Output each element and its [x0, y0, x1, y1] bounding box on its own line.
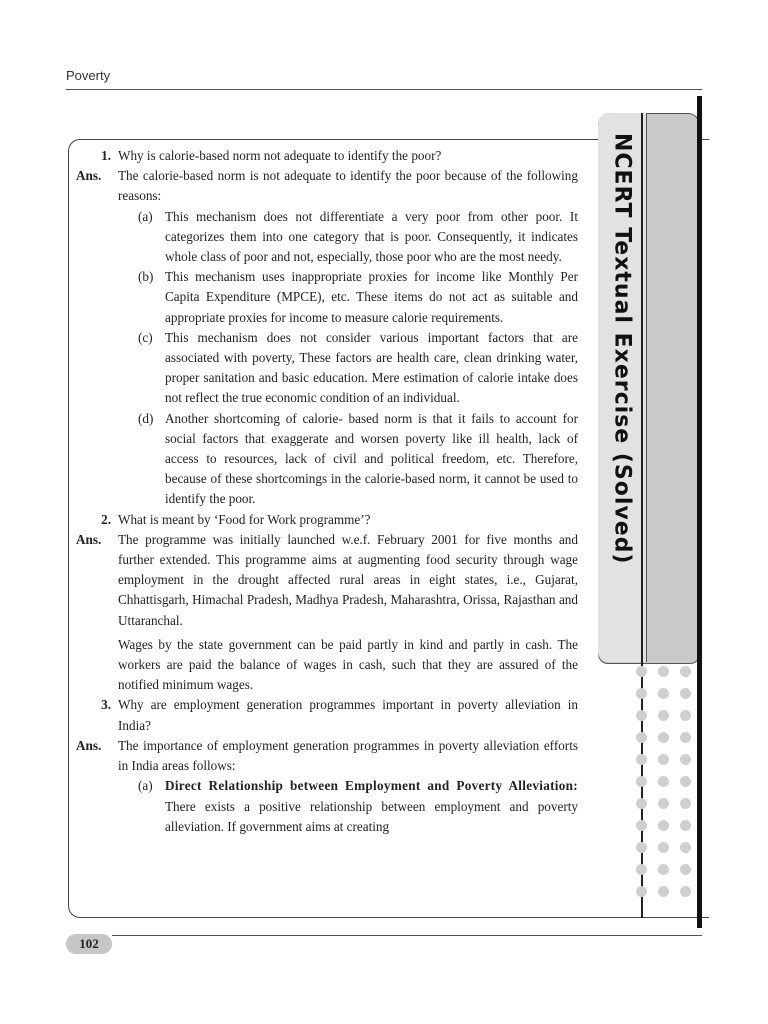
question-number: 2.: [101, 511, 111, 527]
question-3: [76, 695, 578, 735]
answer-label: Ans.: [76, 168, 102, 184]
edge-bar: [697, 96, 702, 928]
point-text: This mechanism does not differentiate a very poor from other poor. It categorizes them into one category that is poor. Consequently, it indicates whole class of poor and not, especially, those poor who are the most needy.: [165, 208, 578, 265]
point-label: (a): [138, 778, 153, 794]
page-number: 102: [66, 934, 112, 954]
answer-point: [138, 776, 578, 837]
question-1: [76, 146, 578, 166]
answer-2: [76, 530, 578, 631]
answer-text: The programme was initially launched w.e.f. February 2001 for five months and further extended. This programme aims at augmenting food security through wage employment in the drought affected rural areas in eight states, i.e., Gujarat, Chhattisgarh, Himachal Pradesh, Madhya Pradesh, Maharashtra, Orissa, Rajasthan and Uttaranchal.: [118, 531, 578, 628]
running-title: Poverty: [66, 68, 111, 83]
answer-point: [138, 267, 578, 328]
question-text: Why are employment generation programmes important in poverty alleviation in India?: [118, 697, 578, 733]
point-text: This mechanism uses inappropriate proxies for income like Monthly Per Capita Expenditure (MPCE), etc. These items do not act as suitable and appropriate proxies for income to measure calorie requirements.: [165, 269, 578, 325]
point-text: This mechanism does not consider various important factors that are associated with poverty, These factors are health care, clean drinking water, proper sanitation and basic education. Mere estimation of calorie intake does not reflect the true economic condition of an individual.: [165, 329, 578, 406]
point-text: [165, 776, 578, 837]
answer-point: [138, 409, 578, 510]
exercise-content: [76, 146, 578, 837]
answer-point: [138, 328, 578, 409]
point-heading: Direct Relationship between Employment and Poverty Alleviation:: [165, 778, 578, 794]
answer-text: The calorie-based norm is not adequate to identify the poor because of the following reasons:: [118, 168, 578, 204]
point-label: (d): [138, 410, 154, 426]
header-rule: [66, 89, 702, 90]
decorative-dots: [636, 666, 696, 906]
answer-1: [76, 166, 578, 206]
footer-rule: [112, 935, 702, 936]
question-text: Why is calorie-based norm not adequate to identify the poor?: [118, 148, 442, 163]
question-text: What is meant by ‘Food for Work programme’?: [118, 511, 371, 527]
point-text: Another shortcoming of calorie- based norm is that it fails to account for social factors that exaggerate and worsen poverty like ill health, lack of access to resources, lack of civil and political freedom, etc. Therefore, because of these shortcomings in the calorie-based norm, it cannot be used to identify the poor.: [165, 410, 578, 507]
point-label: (b): [138, 269, 154, 285]
point-label: (a): [138, 208, 153, 224]
point-label: (c): [138, 329, 153, 345]
point-body: There exists a positive relationship between employment and poverty alleviation. If government aims at creating: [165, 798, 578, 834]
answer-3: [76, 736, 578, 776]
question-2: [76, 510, 578, 530]
question-number: 1.: [101, 148, 111, 163]
answer-point: [138, 207, 578, 268]
answer-label: Ans.: [76, 737, 102, 753]
answer-label: Ans.: [76, 531, 102, 547]
side-title: NCERT Textual Exercise (Solved): [609, 133, 635, 565]
question-number: 3.: [101, 697, 111, 713]
answer-paragraph: Wages by the state government can be paid partly in kind and partly in cash. The workers are paid the balance of wages in cash, such that they are assured of the notified minimum wages.: [118, 636, 578, 693]
answer-text: The importance of employment generation programmes in poverty alleviation efforts in India areas follows:: [118, 737, 578, 774]
side-title-panel: [598, 113, 647, 662]
